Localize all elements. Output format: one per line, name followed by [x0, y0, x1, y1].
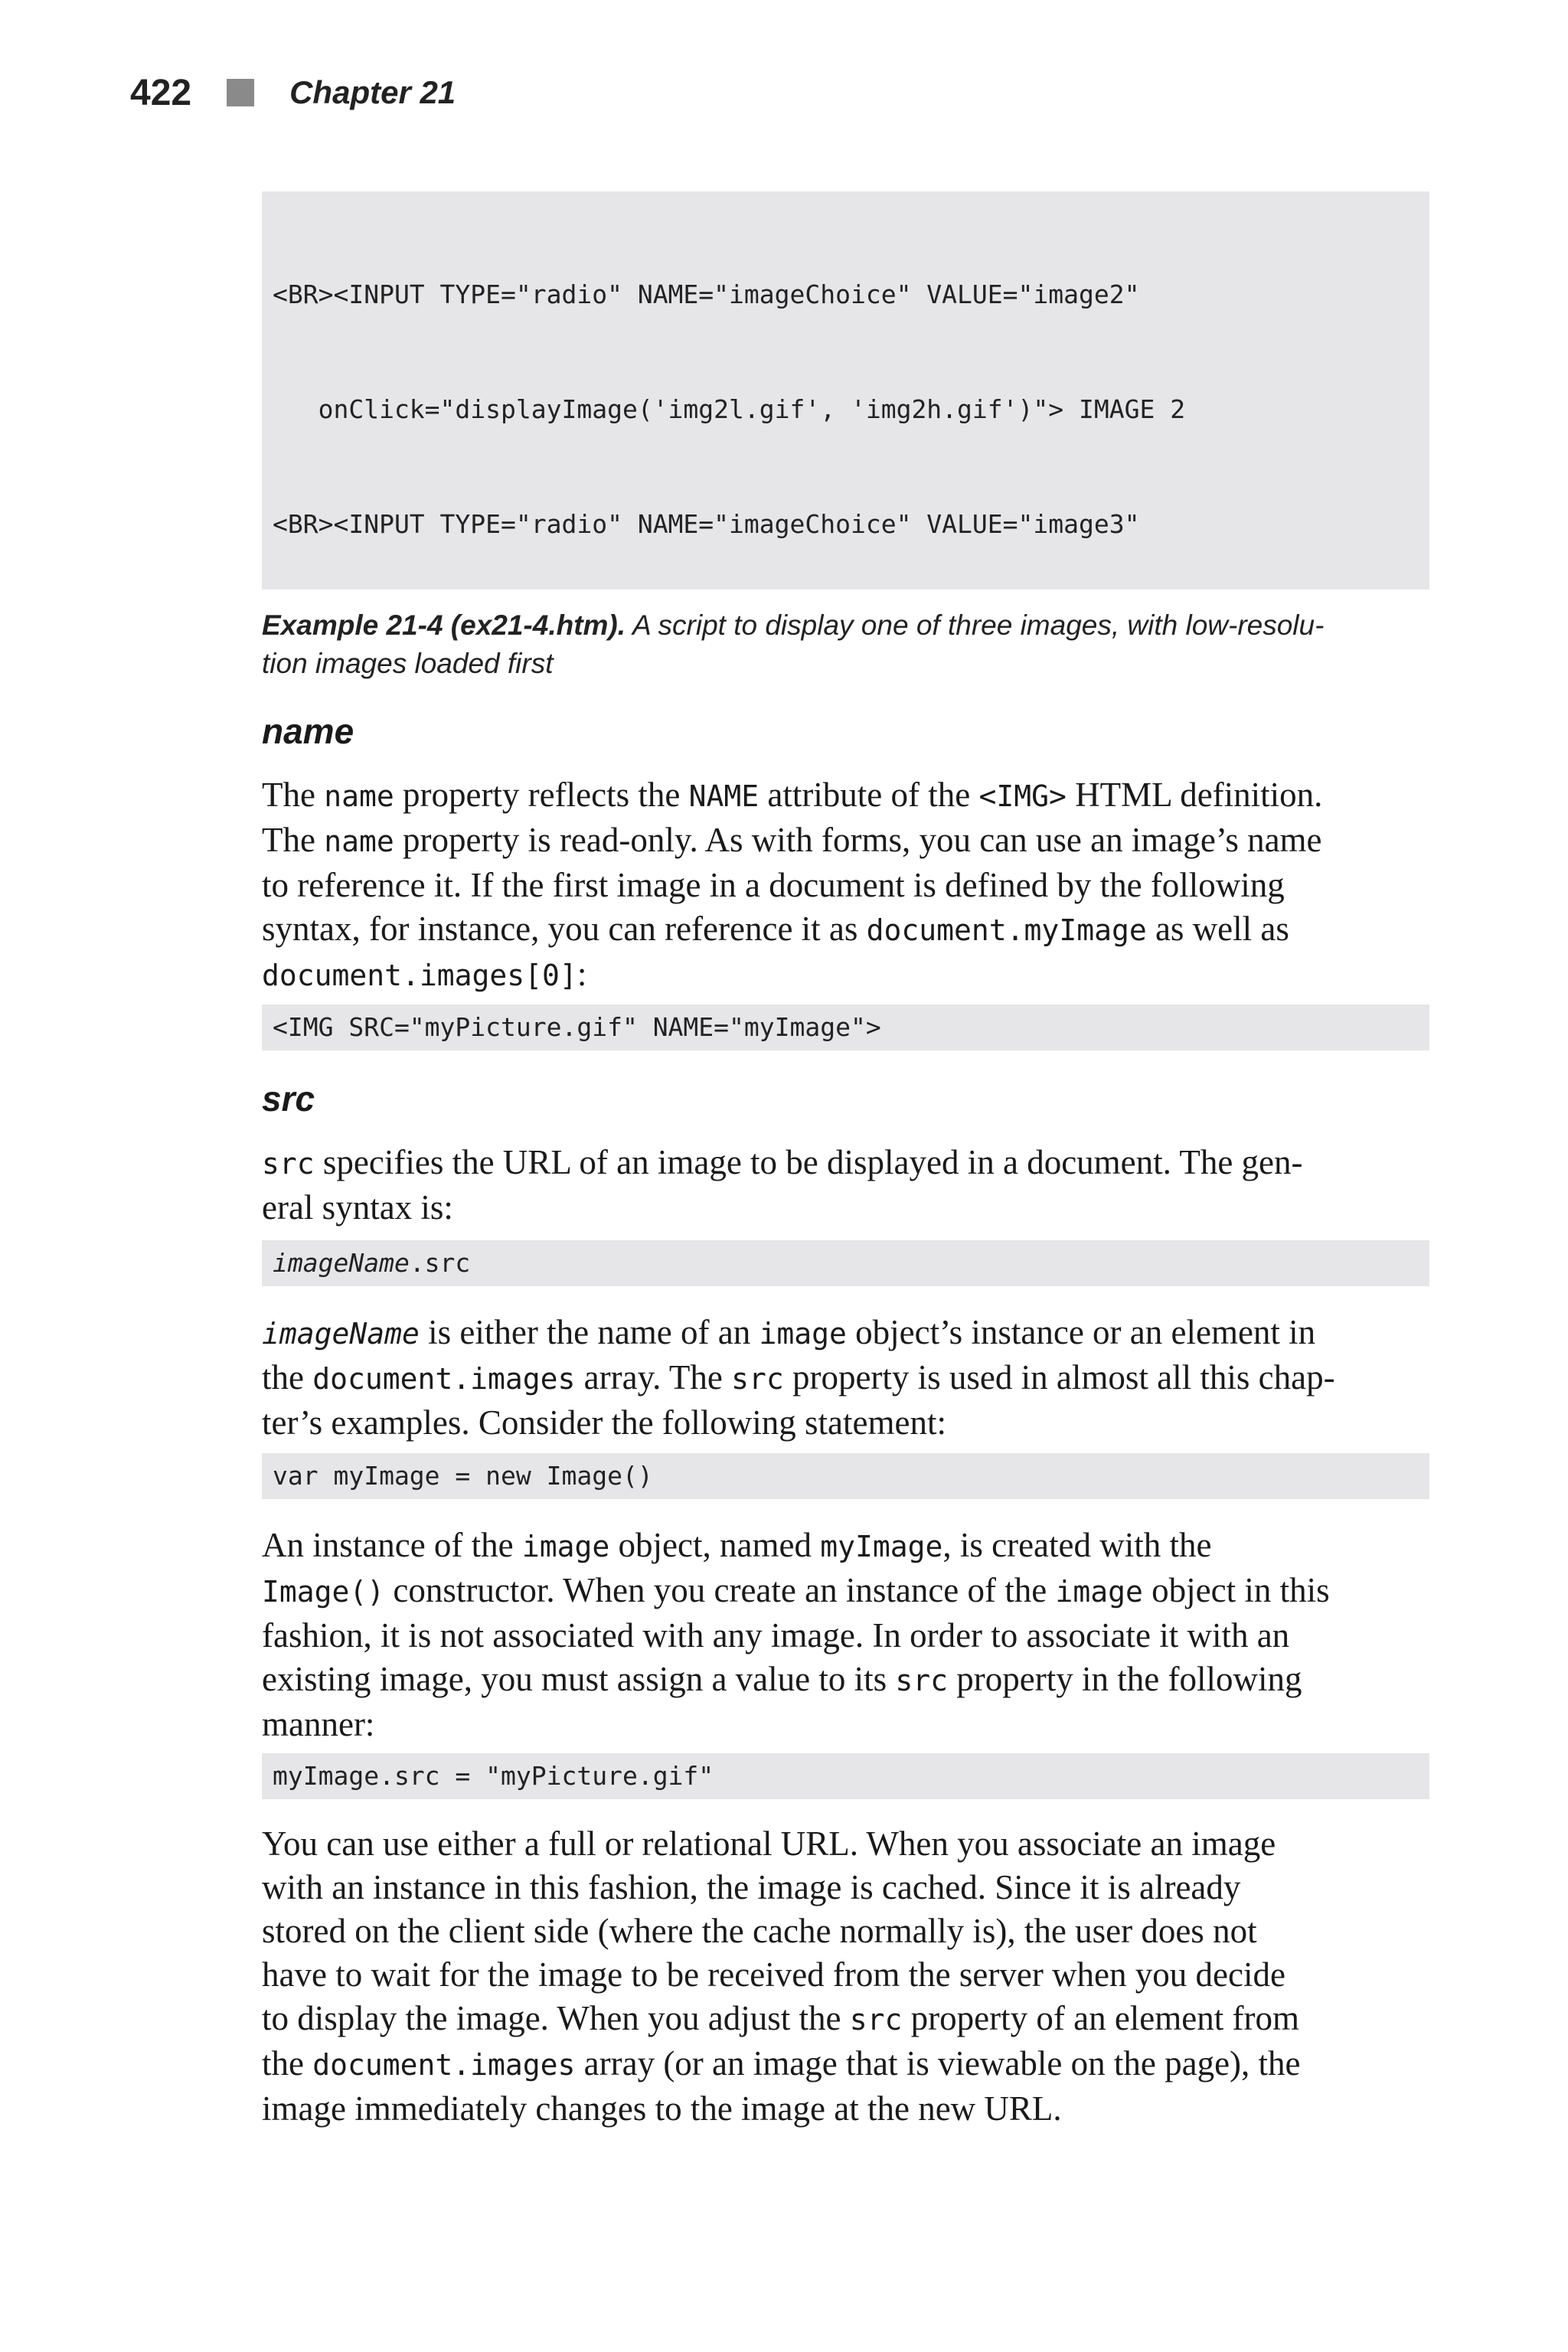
code-line: <BR><INPUT TYPE="radio" NAME="imageChoice" VALUE="image3" — [273, 509, 1140, 539]
code-listing — [262, 191, 1429, 590]
caption-text-continued: tion images loaded first — [262, 648, 554, 679]
code-snippet-syntax: imageName.src — [262, 1240, 1429, 1286]
name-paragraph: The name property reflects the NAME attribute of the <IMG> HTML definition. The name property is read-only. As with forms, you can use an image’s name to reference it. If the first image in a document is defined by the following syntax, for instance, you can reference it as document.myImage as well as document.images[0]: — [262, 776, 1323, 993]
section-heading-name: name — [262, 711, 354, 751]
section-heading-src: src — [262, 1079, 315, 1119]
code-snippet-img: <IMG SRC="myPicture.gif" NAME="myImage"> — [262, 1004, 1429, 1050]
header-square-icon — [227, 79, 254, 106]
page-number: 422 — [130, 72, 192, 113]
code-line: <BR><INPUT TYPE="radio" NAME="imageChoice" VALUE="image2" — [273, 279, 1140, 309]
caption-text: A script to display one of three images, with low-resolu- — [626, 609, 1325, 641]
code-line: onClick="displayImage('img2l.gif', 'img2h.gif')"> IMAGE 2 — [273, 394, 1186, 424]
running-header — [130, 66, 456, 119]
example-caption — [262, 606, 1429, 683]
code-snippet-new-image: var myImage = new Image() — [262, 1453, 1429, 1499]
chapter-label: Chapter 21 — [289, 74, 456, 110]
src-paragraph-2: imageName is either the name of an image object’s instance or an element in the document.images array. The src property is used in almost all this chap- ter’s examples. Consider the following statement: — [262, 1313, 1335, 1442]
src-paragraph-3: An instance of the image object, named myImage, is created with the Image() constructor. When you create an instance of the image object in this fashion, it is not associated with any image. In order to associate it with an existing image, you must assign a value to its src property in the following manner: — [262, 1526, 1330, 1743]
src-paragraph-4: You can use either a full or relational URL. When you associate an image with an instance in this fashion, the image is cached. Since it is already stored on the client side (where the cache normally is), the user does not have to wait for the image to be received from the server when you decide to display the image. When you adjust the src property of an element from the document.images array (or an image that is viewable on the page), the image immediately changes to the image at the new URL. — [262, 1824, 1301, 2128]
code-snippet-assign-src: myImage.src = "myPicture.gif" — [262, 1753, 1429, 1799]
caption-label: Example 21-4 (ex21-4.htm). — [262, 609, 626, 641]
src-paragraph-1: src specifies the URL of an image to be displayed in a document. The gen- eral syntax is: — [262, 1143, 1303, 1227]
